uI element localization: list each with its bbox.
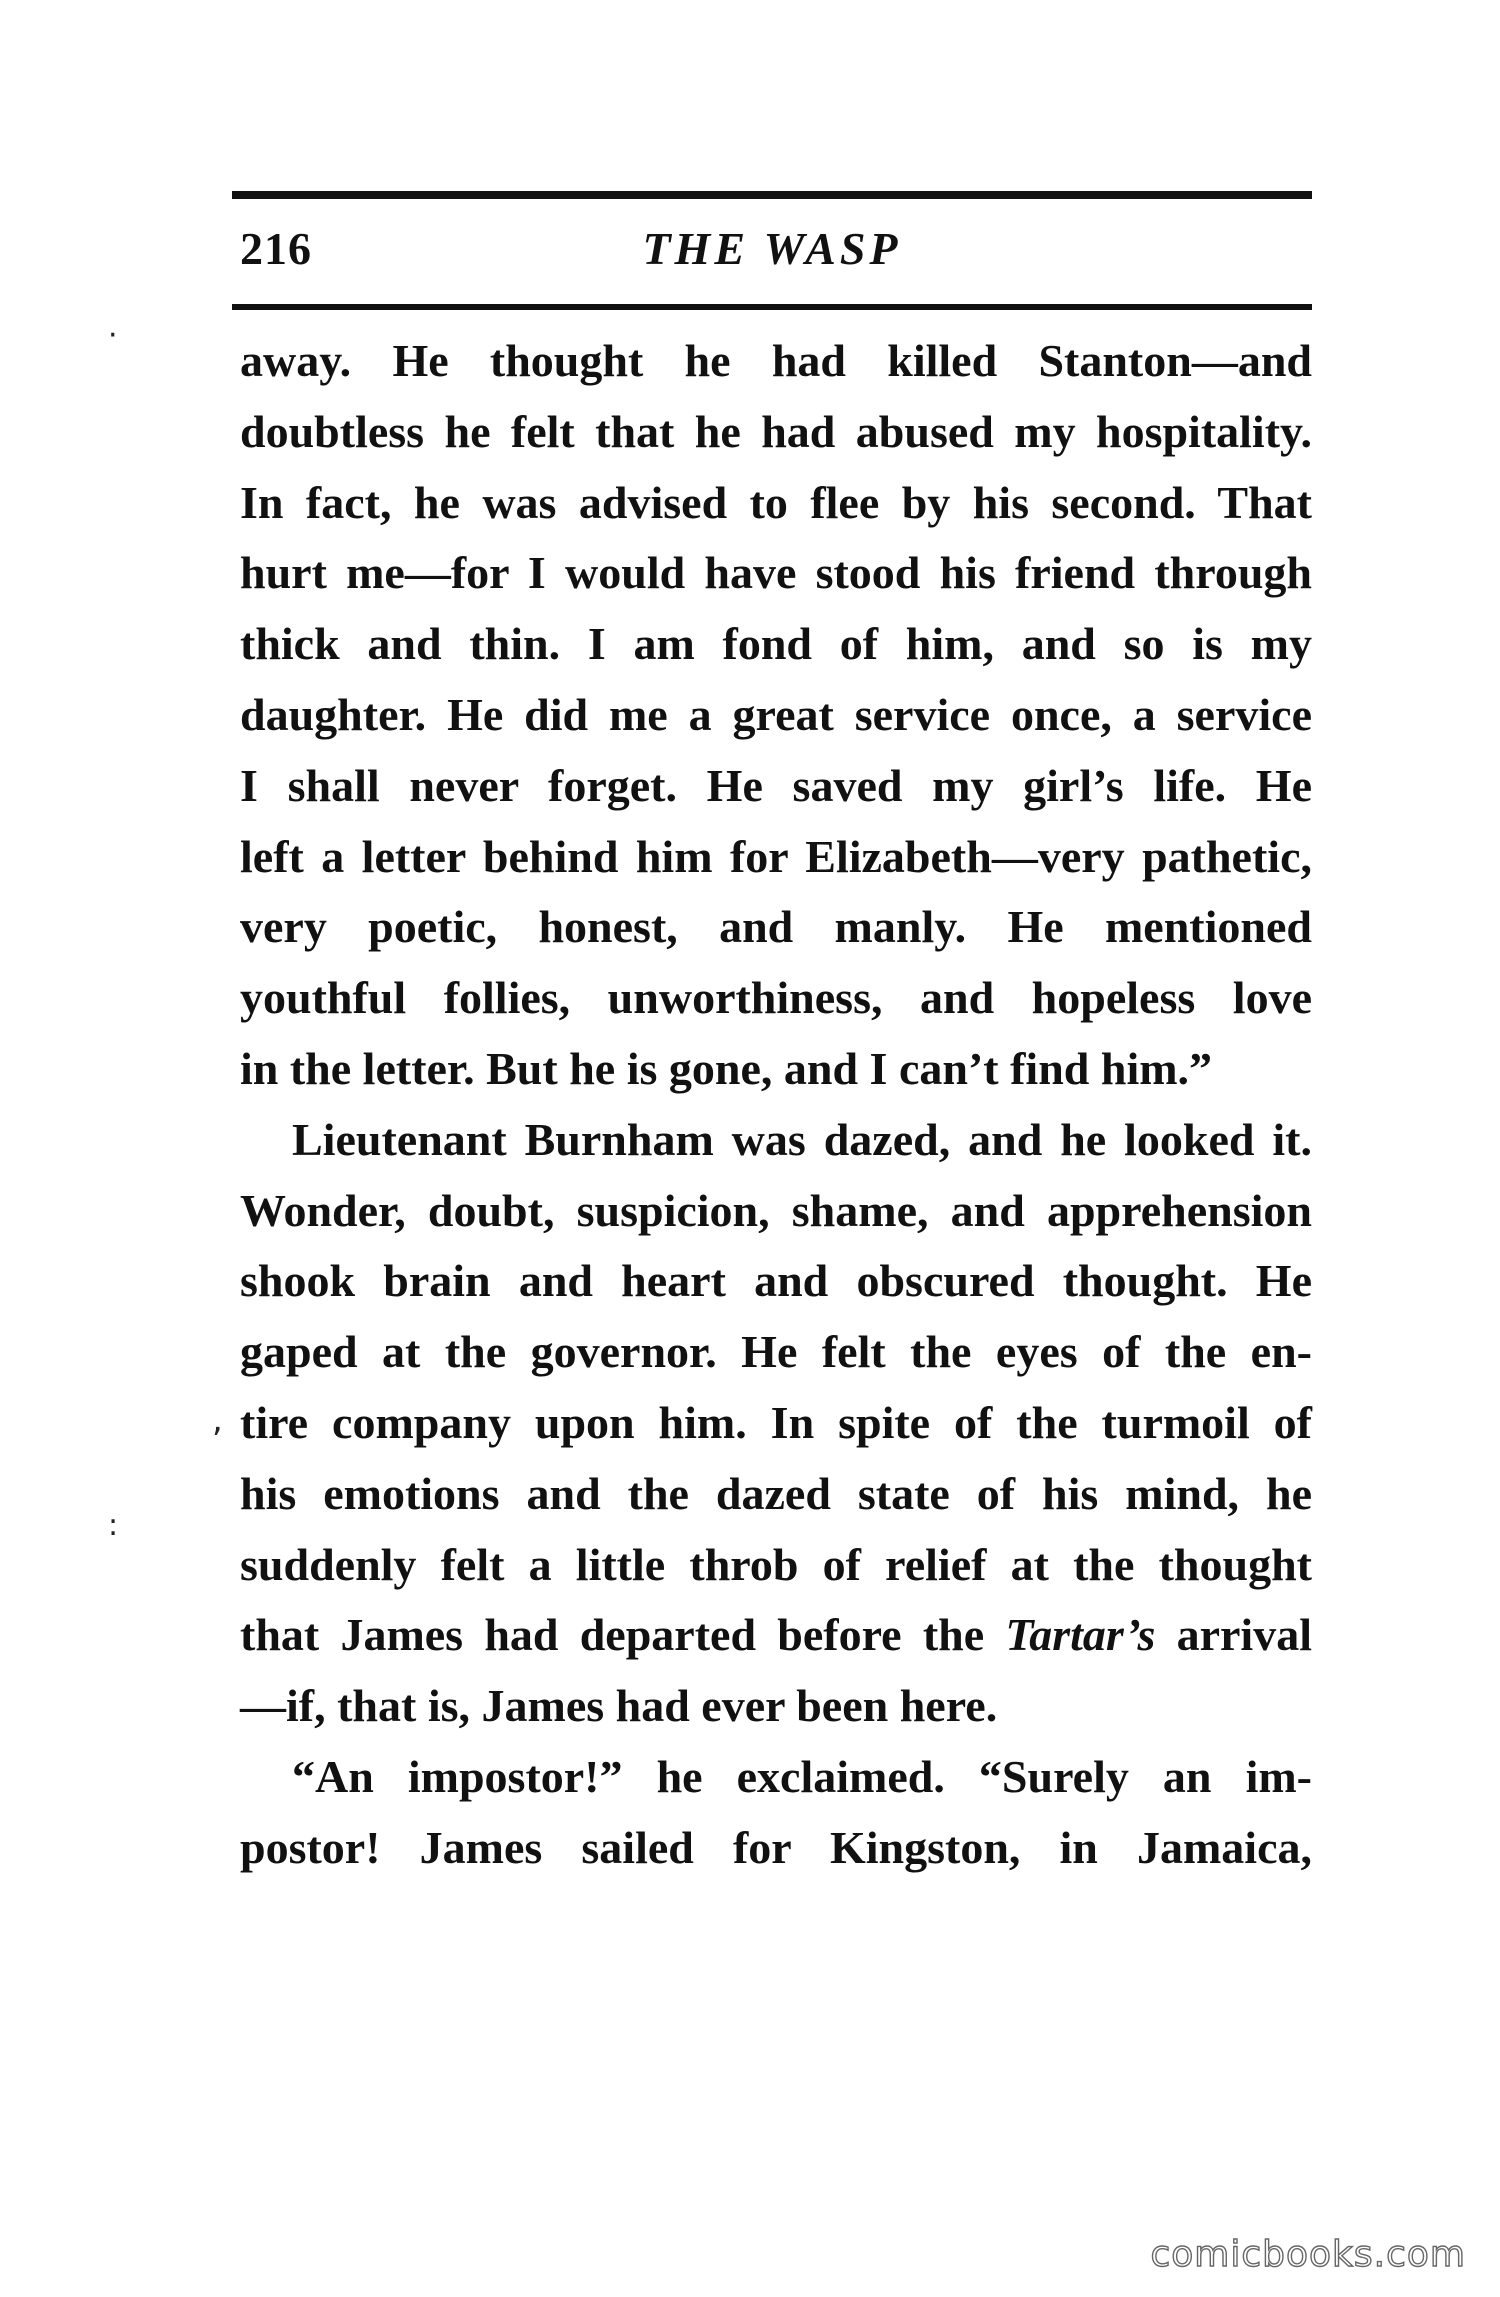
text-line xyxy=(240,1600,1312,1671)
text-line: Wonder, doubt, suspicion, shame, and apprehension xyxy=(240,1184,1312,1236)
body-text xyxy=(240,326,1312,1884)
text-line: away. He thought he had killed Stanton—and xyxy=(240,335,1312,386)
text-line: postor! James sailed for Kingston, in Jamaica, xyxy=(240,1821,1312,1873)
text-line: in the letter. But he is gone, and I can’t find him.” xyxy=(240,1042,1213,1094)
text-line: Lieutenant Burnham was dazed, and he looked it. xyxy=(292,1113,1312,1165)
header-rule-top xyxy=(232,191,1312,199)
text-line: left a letter behind him for Elizabeth—very pathetic, xyxy=(240,830,1312,882)
watermark: comicbooks.com xyxy=(1150,2234,1466,2275)
text-line: daughter. He did me a great service once, a service xyxy=(240,688,1312,740)
text-line: gaped at the governor. He felt the eyes of the en- xyxy=(240,1326,1312,1378)
running-head xyxy=(232,222,1312,282)
text-line: “An impostor!” he exclaimed. “Surely an im- xyxy=(292,1750,1312,1802)
text-line: thick and thin. I am fond of him, and so is my xyxy=(240,618,1312,670)
text-line: hurt me—for I would have stood his friend through xyxy=(240,547,1312,599)
text-line: shook brain and heart and obscured thought. He xyxy=(240,1255,1312,1307)
text-line: —if, that is, James had ever been here. xyxy=(240,1680,998,1732)
text-line: In fact, he was advised to flee by his second. That xyxy=(240,476,1312,528)
page-number: 216 xyxy=(240,223,312,274)
text-line: doubtless he felt that he had abused my hospitality. xyxy=(240,405,1312,457)
text-line: I shall never forget. He saved my girl’s life. He xyxy=(240,759,1312,811)
text-line: suddenly felt a little throb of relief at the thought xyxy=(240,1538,1312,1590)
ship-name: Tartar’s xyxy=(1005,1609,1156,1661)
header-rule-bottom xyxy=(232,304,1312,310)
text-run: that James had departed before the xyxy=(240,1609,1006,1661)
margin-colon-mark: : xyxy=(108,1508,119,1543)
text-line: his emotions and the dazed state of his mind, he xyxy=(240,1467,1312,1519)
text-line: youthful follies, unworthiness, and hopeless love xyxy=(240,972,1312,1024)
text-line: very poetic, honest, and manly. He mentioned xyxy=(240,901,1312,953)
margin-dot: · xyxy=(108,318,118,353)
text-run: arrival xyxy=(1155,1609,1312,1661)
margin-comma-mark: , xyxy=(212,1400,223,1440)
book-title: THE WASP xyxy=(642,223,902,274)
text-line: tire company upon him. In spite of the turmoil of xyxy=(240,1396,1312,1448)
